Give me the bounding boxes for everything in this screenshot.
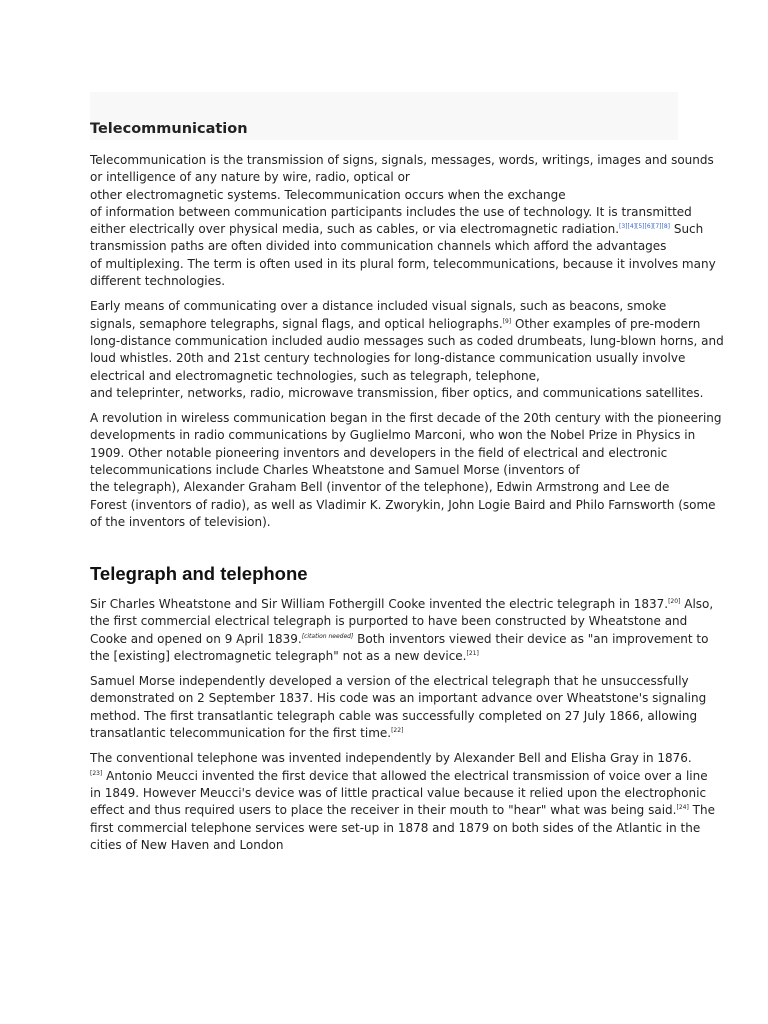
paragraph-telegraph-3: [90, 750, 715, 854]
text-line: [90, 768, 708, 785]
text-segment: effect and thus required users to place the receiver in their mouth to "hear" what was being said.: [90, 803, 677, 818]
section-title-telegraph-and-telephone: Telegraph and telephone: [90, 563, 308, 584]
text-segment: Also,: [680, 597, 714, 611]
text-line: or intelligence of any nature by wire, radio, optical or: [90, 170, 410, 185]
paragraph-telegraph-1: [90, 596, 714, 665]
text-segment: the [existing] electromagnetic telegraph" not as a new device.: [90, 648, 467, 663]
text-line: [90, 631, 709, 648]
text-line: [90, 221, 704, 238]
paragraph-telegraph-2: [90, 673, 707, 742]
telecommunication-body: [90, 152, 724, 539]
text-line: [90, 316, 701, 333]
text-line: developments in radio communications by Guglielmo Marconi, who won the Nobel Prize in Physics in: [90, 428, 696, 443]
paragraph-intro-3: [90, 410, 722, 531]
text-line: loud whistles. 20th and 21st century technologies for long-distance communication usually involve: [90, 351, 686, 366]
text-segment: either electrically over physical media, such as cables, or via electromagnetic radiation.: [90, 222, 620, 237]
text-line: Forest (inventors of radio), as well as Vladimir K. Zworykin, John Logie Baird and Philo Farnsworth (some: [90, 497, 716, 512]
text-line: different technologies.: [90, 274, 226, 289]
citation-marker: [20]: [668, 598, 681, 605]
citation-marker: [9]: [502, 317, 512, 325]
text-line: The conventional telephone was invented independently by Alexander Bell and Elisha Gray in 1876.: [90, 751, 692, 766]
text-segment: Cooke and opened on 9 April 1839.: [90, 631, 302, 646]
text-line: Early means of communicating over a distance included visual signals, such as beacons, smoke: [90, 299, 667, 314]
text-line: first commercial telephone services were set-up in 1878 and 1879 on both sides of the Atlantic in the: [90, 820, 701, 835]
citation-marker: [23]: [90, 769, 103, 777]
citation-marker: [24]: [676, 804, 689, 812]
text-line: the telegraph), Alexander Graham Bell (inventor of the telephone), Edwin Armstrong and Lee de: [90, 480, 670, 495]
text-line: long-distance communication included audio messages such as coded drumbeats, lung-blown horns, and: [90, 333, 724, 348]
text-line: transmission paths are often divided into communication channels which afford the advantages: [90, 239, 667, 254]
text-segment: transatlantic telecommunication for the first time.: [90, 726, 392, 741]
paragraph-intro-1: [90, 152, 716, 290]
text-line: cities of New Haven and London: [90, 837, 284, 852]
text-line: A revolution in wireless communication began in the first decade of the 20th century with the pioneering: [90, 411, 722, 426]
citation-marker: [22]: [391, 727, 404, 735]
text-segment: Sir Charles Wheatstone and Sir William Fothergill Cooke invented the electric telegraph in 1837.: [90, 597, 669, 611]
text-line: Samuel Morse independently developed a version of the electrical telegraph that he unsuccessfully: [90, 674, 689, 689]
text-line: of the inventors of television).: [90, 514, 271, 529]
text-line: the first commercial electrical telegraph is purported to have been constructed by Wheatstone and: [90, 614, 688, 629]
text-line: electrical and electromagnetic technologies, such as telegraph, telephone,: [90, 368, 540, 383]
paragraph-intro-2: [90, 298, 724, 402]
text-line: method. The first transatlantic telegraph cable was successfully completed on 27 July 1866, allowing: [90, 708, 698, 723]
text-line: other electromagnetic systems. Telecommunication occurs when the exchange: [90, 187, 566, 202]
citation-needed-marker: [citation needed]: [301, 632, 354, 640]
text-line: 1909. Other notable pioneering inventors and developers in the field of electrical and electronic: [90, 445, 668, 460]
text-line: in 1849. However Meucci's device was of little practical value because it relied upon the electrophonic: [90, 785, 707, 800]
text-line: demonstrated on 2 September 1837. His code was an important advance over Wheatstone's signaling: [90, 691, 707, 706]
text-segment: Such: [670, 222, 704, 237]
text-segment: signals, semaphore telegraphs, signal flags, and optical heliographs.: [90, 316, 503, 331]
citation-link[interactable]: [3][4][5][6][7][8]: [619, 223, 671, 231]
citation-marker: [21]: [466, 649, 479, 657]
text-segment: Antonio Meucci invented the first device that allowed the electrical transmission of voice over a line: [102, 768, 708, 783]
text-line: [90, 802, 715, 819]
section-title-telecommunication: Telecommunication: [90, 121, 248, 137]
text-segment: The: [688, 803, 715, 818]
text-line: telecommunications include Charles Wheatstone and Samuel Morse (inventors of: [90, 463, 580, 478]
text-line: [90, 725, 690, 742]
text-line: Telecommunication is the transmission of signs, signals, messages, words, writings, images and sounds: [90, 153, 714, 167]
text-line: of information between communication participants includes the use of technology. It is transmitted: [90, 204, 692, 219]
telegraph-body: [90, 596, 715, 862]
text-line: [90, 648, 690, 665]
text-segment: Other examples of pre-modern: [511, 316, 701, 331]
text-segment: Both inventors viewed their device as "an improvement to: [353, 631, 709, 646]
text-line: [90, 596, 714, 613]
text-line: and teleprinter, networks, radio, microwave transmission, fiber optics, and communications satellites.: [90, 385, 704, 400]
text-line: of multiplexing. The term is often used in its plural form, telecommunications, because it involves many: [90, 256, 716, 271]
